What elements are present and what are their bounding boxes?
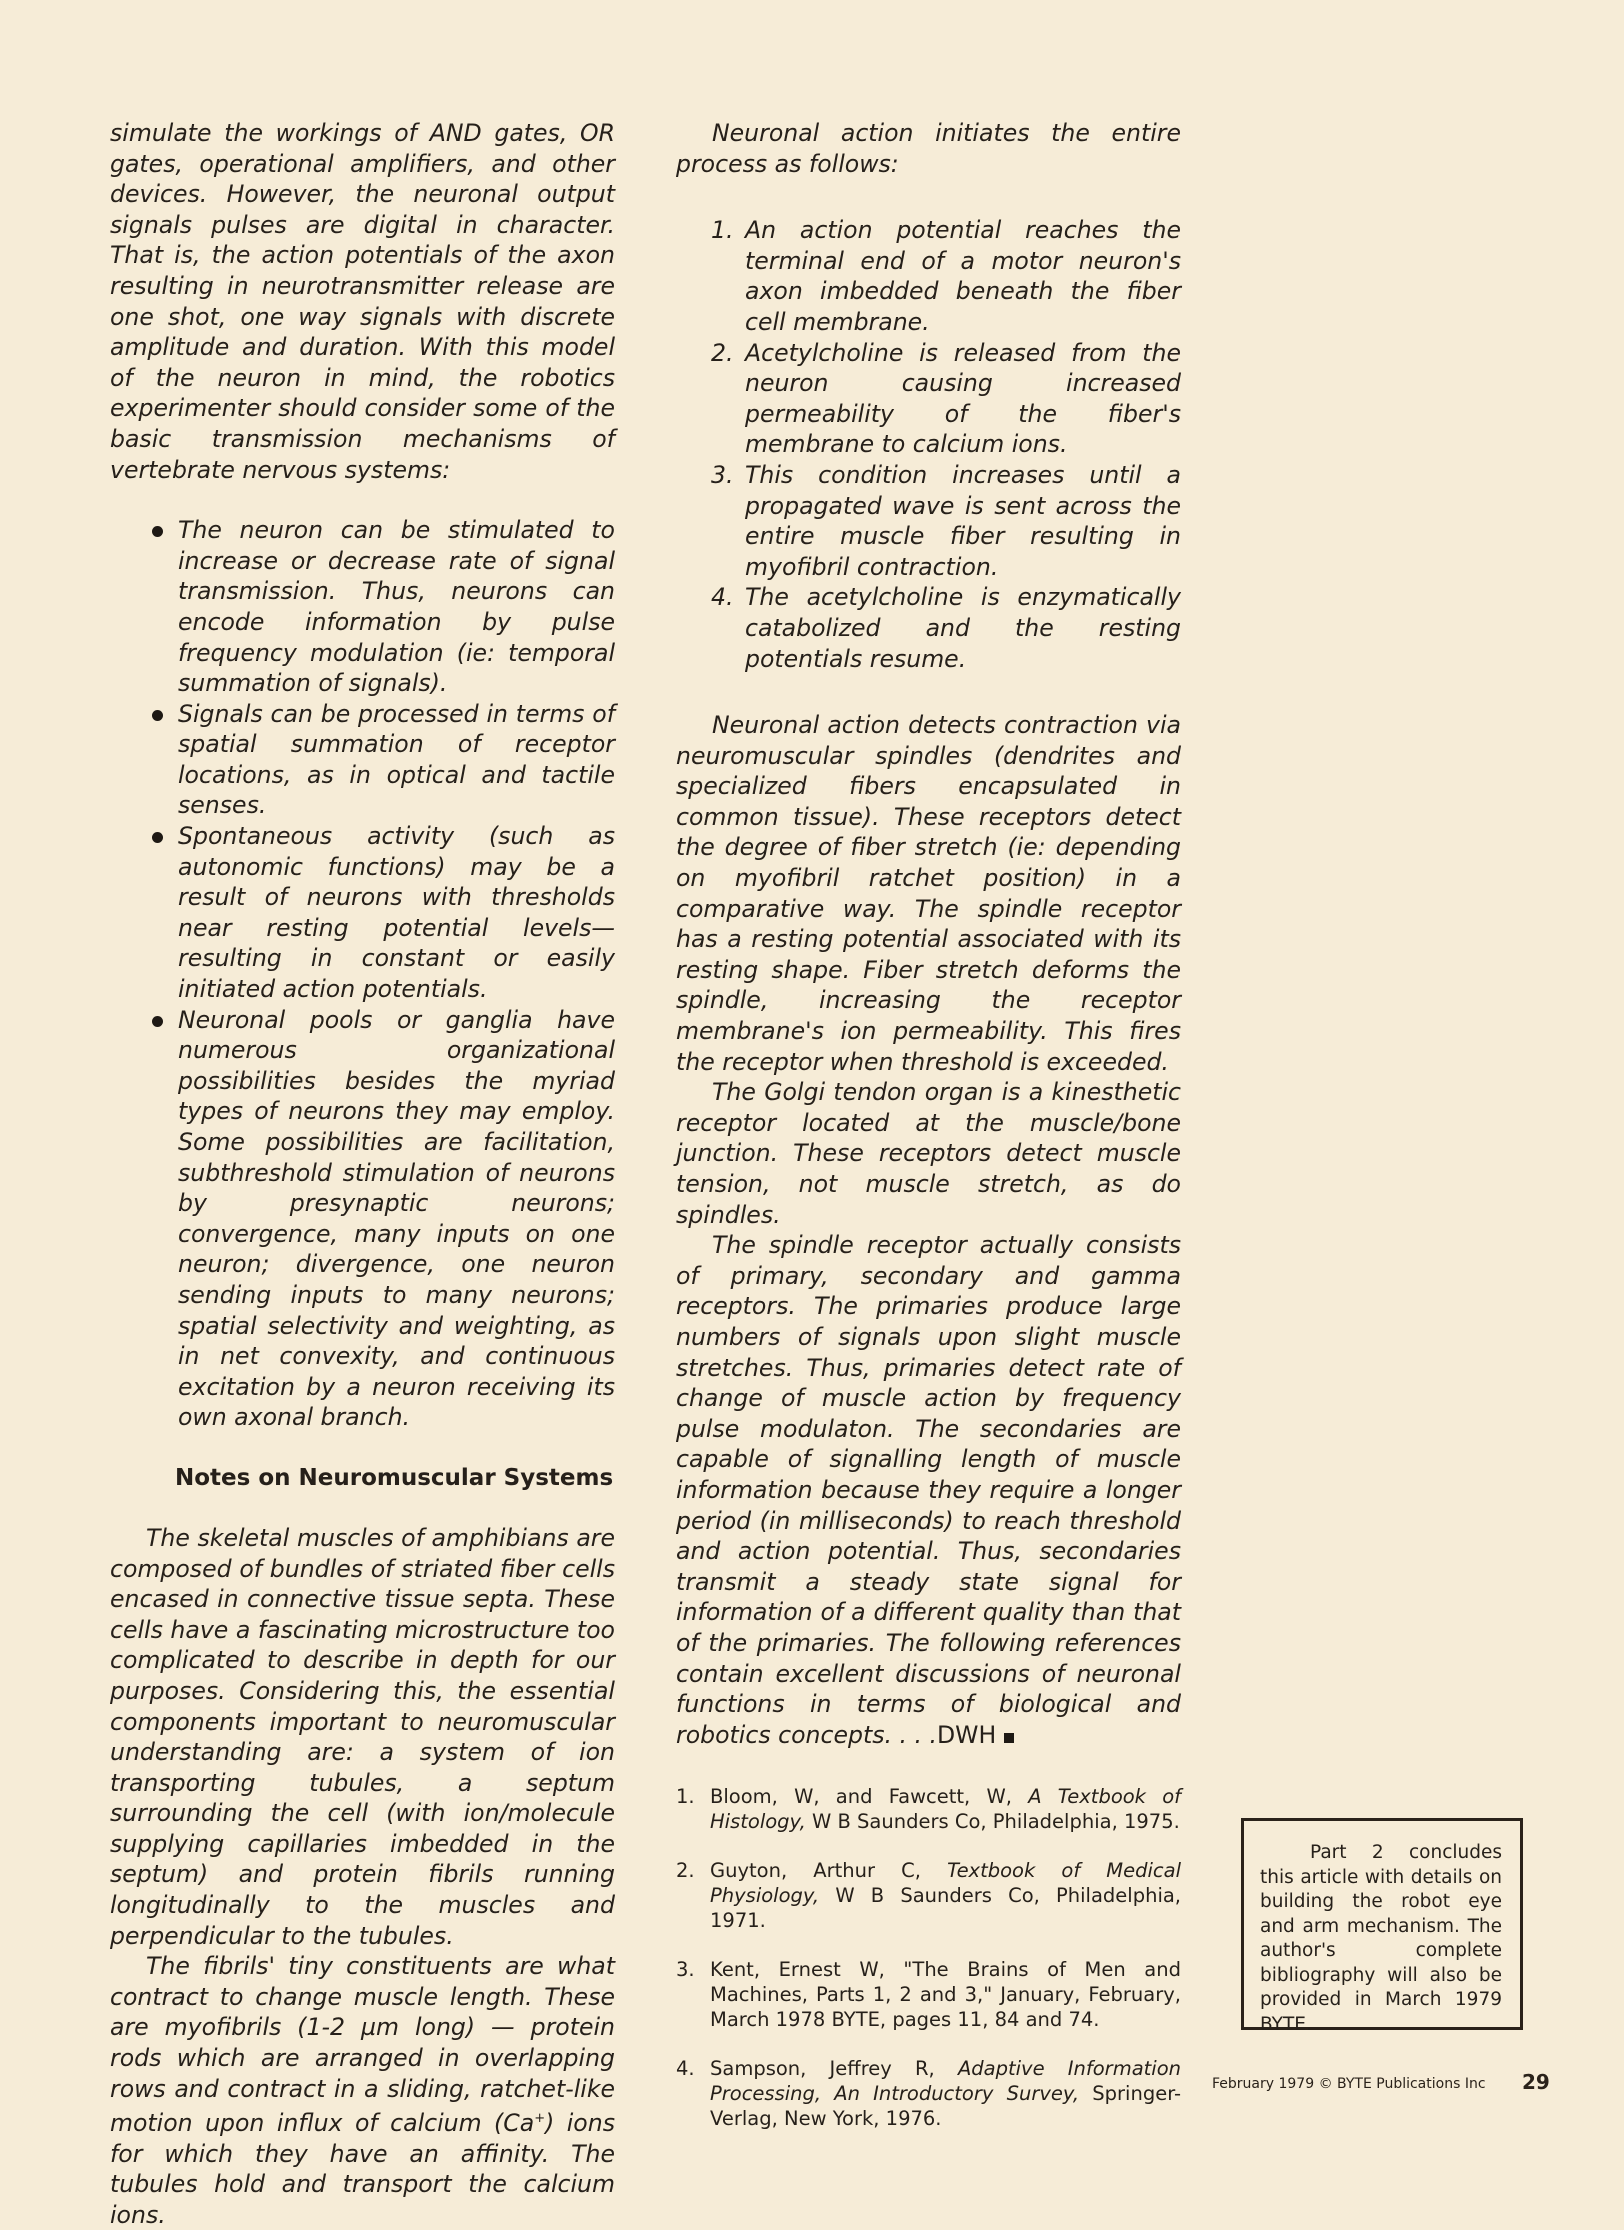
list-item: Signals can be processed in terms of spatial summation of receptor locations, as in optical and tactile senses. xyxy=(110,699,615,821)
reference-item: 2. Guyton, Arthur C, Textbook of Medical Physiology, W B Saunders Co, Philadelphia, 1971. xyxy=(676,1859,1182,1933)
end-mark-icon xyxy=(1004,1733,1014,1743)
bullet-list xyxy=(110,515,615,1433)
footer-issue: February 1979 © BYTE Publications Inc xyxy=(1212,2076,1486,2092)
paragraph-muscles: The skeletal muscles of amphibians are composed of bundles of striated fiber cells encased in connective tissue septa. These cells have a fascinating microstructure too complicated to describe in depth for our purposes. Considering this, the essential components important to neuromuscular understanding are: a system of ion transporting tubules, a septum surrounding the cell (with ion/molecule supplying capillaries imbedded in the septum) and protein fibrils running longitudinally to the muscles and perpendicular to the tubules. xyxy=(110,1523,615,1950)
reference-item: 3. Kent, Ernest W, "The Brains of Men and Machines, Parts 1, 2 and 3," January, February, March 1978 BYTE, pages 11, 84 and 74. xyxy=(676,1958,1181,2032)
reference-item: 1. Bloom, W, and Fawcett, W, A Textbook of Histology, W B Saunders Co, Philadelphia, 1975. xyxy=(676,1785,1181,1834)
process-intro: Neuronal action initiates the entire process as follows: xyxy=(676,119,1181,178)
author-signature: DWH xyxy=(936,1720,997,1749)
list-item: 4. The acetylcholine is enzymatically catabolized and the resting potentials resume. xyxy=(711,583,1181,673)
list-item: 1. An action potential reaches the terminal end of a motor neuron's axon imbedded beneath the fiber cell membrane. xyxy=(711,216,1181,336)
list-item: 3. This condition increases until a propagated wave is sent across the entire muscle fiber resulting in myofibril contraction. xyxy=(711,460,1181,581)
paragraph-spindle: The spindle receptor actually consists of primary, secondary and gamma receptors. The primaries produce large numbers of signals upon slight muscle stretches. Thus, primaries detect rate of change of muscle action by frequency pulse modulaton. The secondaries are capable of signalling length of muscle information because they require a longer period (in milliseconds) to reach threshold and action potential. Thus, secondaries transmit a steady state signal for information of a different quality than that of the primaries. The following references contain excellent discussions of neuronal functions in terms of biological and robotics concepts. . . .DWH xyxy=(676,1231,1181,1749)
left-column xyxy=(110,118,615,2230)
list-item: Neuronal pools or ganglia have numerous organizational possibilities besides the myriad types of neurons they may employ. Some possibilities are facilitation, subthreshold stimulation of neurons by presynaptic neurons; convergence, many inputs on one neuron; divergence, one neuron sending inputs to many neurons; spatial selectivity and weighting, as in net convexity, and continuous excitation by a neuron receiving its own axonal branch. xyxy=(110,1005,615,1433)
list-item: Spontaneous activity (such as autonomic functions) may be a result of neurons with thresholds near resting potential levels—resulting in constant or easily initiated action potentials. xyxy=(110,821,615,1005)
list-item: 2. Acetylcholine is released from the neuron causing increased permeability of the fiber's membrane to calcium ions. xyxy=(711,338,1181,459)
paragraph-fibrils: The fibrils' tiny constituents are what contract to change muscle length. These are myofibrils (1-2 µm long) — protein rods which are arranged in overlapping rows and contract in a sliding, ratchet-like motion upon influx of calcium (Ca+) ions for which they have an affinity. The tubules hold and transport the calcium ions. xyxy=(110,1952,615,2229)
section-heading: Notes on Neuromuscular Systems xyxy=(175,1464,614,1491)
bullet-icon xyxy=(152,1016,163,1027)
paragraph-detects: Neuronal action detects contraction via neuromuscular spindles (dendrites and specialized fibers encapsulated in common tissue). These receptors detect the degree of fiber stretch (ie: depending on myofibril ratchet position) in a comparative way. The spindle receptor has a resting potential associated with its resting shape. Fiber stretch deforms the spindle, increasing the receptor membrane's ion permeability. This fires the receptor when threshold is exceeded. xyxy=(676,711,1181,1076)
references-list xyxy=(676,1784,1181,2131)
reference-item: 4. Sampson, Jeffrey R, Adaptive Information Processing, An Introductory Survey, Springer-Verlag, New York, 1976. xyxy=(676,2057,1182,2131)
numbered-steps xyxy=(676,215,1181,674)
right-column xyxy=(676,118,1181,2155)
bullet-icon xyxy=(152,710,163,721)
page-number: 29 xyxy=(1522,2070,1550,2094)
continuation-note-box: Part 2 concludes this article with details on building the robot eye and arm mechanism. The author's complete bibliography will also be provided in March 1979 BYTE. xyxy=(1241,1818,1523,2030)
intro-paragraph: simulate the workings of AND gates, OR gates, operational amplifiers, and other devices. However, the neuronal output signals pulses are digital in character. That is, the action potentials of the axon resulting in neurotransmitter release are one shot, one way signals with discrete amplitude and duration. With this model of the neuron in mind, the robotics experimenter should consider some of the basic transmission mechanisms of vertebrate nervous systems: xyxy=(110,119,615,484)
list-item: The neuron can be stimulated to increase or decrease rate of signal transmission. Thus, neurons can encode information by pulse frequency modulation (ie: temporal summation of signals). xyxy=(110,515,615,699)
bullet-icon xyxy=(152,526,163,537)
paragraph-golgi: The Golgi tendon organ is a kinesthetic receptor located at the muscle/bone junction. These receptors detect muscle tension, not muscle stretch, as do spindles. xyxy=(676,1078,1181,1229)
bullet-icon xyxy=(152,832,163,843)
